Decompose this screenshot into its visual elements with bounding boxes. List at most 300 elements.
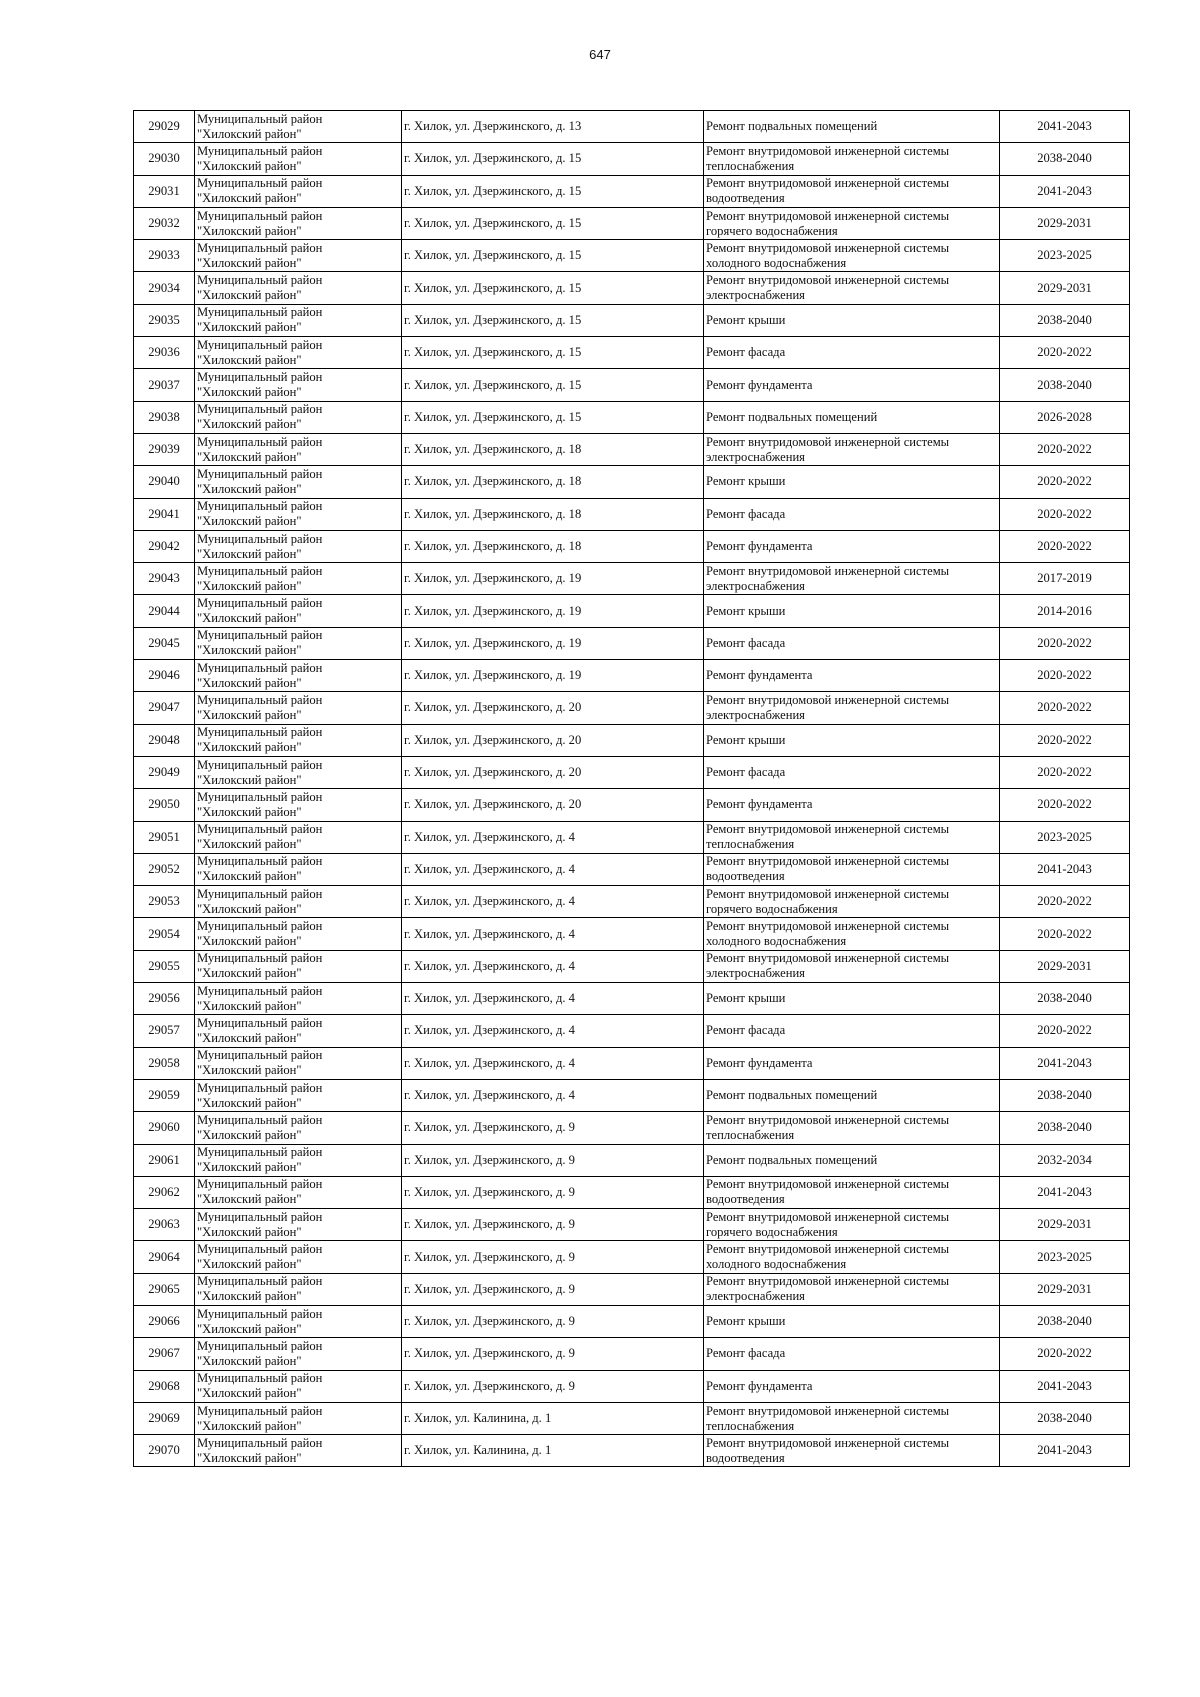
municipality-cell	[195, 724, 402, 756]
municipality-cell	[195, 853, 402, 885]
municipality-line: Муниципальный район	[197, 143, 323, 158]
municipality-cell	[195, 111, 402, 143]
municipality-line: Муниципальный район	[197, 757, 323, 772]
municipality-line: "Хилокский район"	[197, 546, 302, 561]
row-number: 29031	[134, 175, 195, 207]
work-type-cell: Ремонт внутридомовой инженерной системы теплоснабжения	[704, 1402, 1000, 1434]
address-cell: г. Хилок, ул. Дзержинского, д. 4	[402, 853, 704, 885]
period-cell: 2020-2022	[1000, 886, 1130, 918]
table-row	[134, 918, 1130, 950]
municipality-line: Муниципальный район	[197, 1274, 323, 1289]
row-number: 29029	[134, 111, 195, 143]
municipality-line: Муниципальный район	[197, 1145, 323, 1160]
period-cell: 2038-2040	[1000, 1402, 1130, 1434]
table-row	[134, 1402, 1130, 1434]
row-number: 29041	[134, 498, 195, 530]
municipality-line: Муниципальный район	[197, 563, 323, 578]
row-number: 29070	[134, 1435, 195, 1467]
table-row	[134, 1209, 1130, 1241]
address-cell: г. Хилок, ул. Дзержинского, д. 4	[402, 983, 704, 1015]
address-cell: г. Хилок, ул. Дзержинского, д. 15	[402, 272, 704, 304]
period-cell: 2020-2022	[1000, 660, 1130, 692]
row-number: 29051	[134, 821, 195, 853]
work-type-cell: Ремонт внутридомовой инженерной системы водоотведения	[704, 1176, 1000, 1208]
period-cell: 2020-2022	[1000, 498, 1130, 530]
table-row	[134, 1176, 1130, 1208]
municipality-cell	[195, 756, 402, 788]
address-cell: г. Хилок, ул. Дзержинского, д. 19	[402, 660, 704, 692]
table-row	[134, 240, 1130, 272]
municipality-cell	[195, 369, 402, 401]
municipality-cell	[195, 1112, 402, 1144]
period-cell: 2029-2031	[1000, 1273, 1130, 1305]
row-number: 29056	[134, 983, 195, 1015]
period-cell: 2041-2043	[1000, 175, 1130, 207]
work-type-cell: Ремонт внутридомовой инженерной системы водоотведения	[704, 853, 1000, 885]
municipality-line: "Хилокский район"	[197, 1418, 302, 1433]
table-row	[134, 304, 1130, 336]
period-cell: 2023-2025	[1000, 1241, 1130, 1273]
work-type-cell: Ремонт фундамента	[704, 530, 1000, 562]
table-row	[134, 692, 1130, 724]
work-type-cell: Ремонт внутридомовой инженерной системы электроснабжения	[704, 692, 1000, 724]
address-cell: г. Хилок, ул. Дзержинского, д. 13	[402, 111, 704, 143]
municipality-cell	[195, 1176, 402, 1208]
page-number: 647	[589, 47, 611, 62]
work-type-cell: Ремонт крыши	[704, 724, 1000, 756]
municipality-line: Муниципальный район	[197, 240, 323, 255]
work-type-cell: Ремонт фундамента	[704, 369, 1000, 401]
table-row	[134, 433, 1130, 465]
municipality-line: "Хилокский район"	[197, 126, 302, 141]
work-type-cell: Ремонт внутридомовой инженерной системы холодного водоснабжения	[704, 918, 1000, 950]
municipality-cell	[195, 530, 402, 562]
row-number: 29066	[134, 1305, 195, 1337]
table-row	[134, 821, 1130, 853]
row-number: 29053	[134, 886, 195, 918]
municipality-line: Муниципальный район	[197, 951, 323, 966]
period-cell: 2029-2031	[1000, 1209, 1130, 1241]
address-cell: г. Хилок, ул. Дзержинского, д. 4	[402, 1015, 704, 1047]
row-number: 29040	[134, 466, 195, 498]
work-type-cell: Ремонт внутридомовой инженерной системы холодного водоснабжения	[704, 1241, 1000, 1273]
municipality-line: Муниципальный район	[197, 1015, 323, 1030]
work-type-cell: Ремонт внутридомовой инженерной системы горячего водоснабжения	[704, 886, 1000, 918]
row-number: 29044	[134, 595, 195, 627]
work-type-cell: Ремонт внутридомовой инженерной системы теплоснабжения	[704, 1112, 1000, 1144]
municipality-cell	[195, 1402, 402, 1434]
municipality-line: "Хилокский район"	[197, 1289, 302, 1304]
municipality-line: "Хилокский район"	[197, 837, 302, 852]
municipality-line: Муниципальный район	[197, 1435, 323, 1450]
municipality-cell	[195, 1241, 402, 1273]
work-type-cell: Ремонт внутридомовой инженерной системы водоотведения	[704, 1435, 1000, 1467]
table-row	[134, 724, 1130, 756]
municipality-line: "Хилокский район"	[197, 1127, 302, 1142]
municipality-line: "Хилокский район"	[197, 934, 302, 949]
address-cell: г. Хилок, ул. Дзержинского, д. 15	[402, 401, 704, 433]
municipality-line: Муниципальный район	[197, 111, 323, 126]
address-cell: г. Хилок, ул. Дзержинского, д. 9	[402, 1176, 704, 1208]
row-number: 29061	[134, 1144, 195, 1176]
table-row	[134, 337, 1130, 369]
period-cell: 2014-2016	[1000, 595, 1130, 627]
municipality-line: "Хилокский район"	[197, 578, 302, 593]
municipality-line: "Хилокский район"	[197, 901, 302, 916]
municipality-line: Муниципальный район	[197, 1338, 323, 1353]
period-cell: 2023-2025	[1000, 240, 1130, 272]
table-row	[134, 595, 1130, 627]
municipality-line: Муниципальный район	[197, 1209, 323, 1224]
table-row	[134, 111, 1130, 143]
work-type-cell: Ремонт фасада	[704, 1338, 1000, 1370]
address-cell: г. Хилок, ул. Дзержинского, д. 19	[402, 627, 704, 659]
municipality-cell	[195, 272, 402, 304]
municipality-line: Муниципальный район	[197, 822, 323, 837]
work-type-cell: Ремонт внутридомовой инженерной системы водоотведения	[704, 175, 1000, 207]
table-body	[134, 111, 1130, 1467]
municipality-line: "Хилокский район"	[197, 288, 302, 303]
address-cell: г. Хилок, ул. Дзержинского, д. 4	[402, 918, 704, 950]
work-type-cell: Ремонт крыши	[704, 595, 1000, 627]
municipality-line: "Хилокский район"	[197, 675, 302, 690]
municipality-cell	[195, 983, 402, 1015]
municipality-line: "Хилокский район"	[197, 643, 302, 658]
table-row	[134, 756, 1130, 788]
address-cell: г. Хилок, ул. Дзержинского, д. 19	[402, 595, 704, 627]
municipality-line: "Хилокский район"	[197, 740, 302, 755]
address-cell: г. Хилок, ул. Дзержинского, д. 9	[402, 1273, 704, 1305]
municipality-line: Муниципальный район	[197, 1371, 323, 1386]
period-cell: 2023-2025	[1000, 821, 1130, 853]
period-cell: 2029-2031	[1000, 950, 1130, 982]
work-type-cell: Ремонт крыши	[704, 304, 1000, 336]
row-number: 29043	[134, 563, 195, 595]
period-cell: 2041-2043	[1000, 853, 1130, 885]
municipality-cell	[195, 1305, 402, 1337]
municipality-line: Муниципальный район	[197, 1048, 323, 1063]
municipality-cell	[195, 143, 402, 175]
row-number: 29050	[134, 789, 195, 821]
municipality-cell	[195, 1047, 402, 1079]
municipality-line: Муниципальный район	[197, 789, 323, 804]
table-row	[134, 401, 1130, 433]
address-cell: г. Хилок, ул. Дзержинского, д. 20	[402, 724, 704, 756]
row-number: 29034	[134, 272, 195, 304]
table-row	[134, 1144, 1130, 1176]
period-cell: 2020-2022	[1000, 918, 1130, 950]
municipality-cell	[195, 1370, 402, 1402]
municipality-line: "Хилокский район"	[197, 966, 302, 981]
address-cell: г. Хилок, ул. Дзержинского, д. 4	[402, 1079, 704, 1111]
address-cell: г. Хилок, ул. Дзержинского, д. 4	[402, 1047, 704, 1079]
municipality-cell	[195, 1435, 402, 1467]
period-cell: 2020-2022	[1000, 337, 1130, 369]
work-type-cell: Ремонт фундамента	[704, 660, 1000, 692]
municipality-cell	[195, 1209, 402, 1241]
municipality-cell	[195, 337, 402, 369]
address-cell: г. Хилок, ул. Дзержинского, д. 9	[402, 1209, 704, 1241]
table-row	[134, 660, 1130, 692]
municipality-line: "Хилокский район"	[197, 417, 302, 432]
row-number: 29037	[134, 369, 195, 401]
work-type-cell: Ремонт внутридомовой инженерной системы электроснабжения	[704, 1273, 1000, 1305]
work-type-cell: Ремонт фасада	[704, 1015, 1000, 1047]
table-row	[134, 1112, 1130, 1144]
municipality-cell	[195, 240, 402, 272]
municipality-line: "Хилокский район"	[197, 1321, 302, 1336]
address-cell: г. Хилок, ул. Дзержинского, д. 19	[402, 563, 704, 595]
work-type-cell: Ремонт подвальных помещений	[704, 1079, 1000, 1111]
municipality-cell	[195, 1079, 402, 1111]
municipality-cell	[195, 789, 402, 821]
municipality-line: "Хилокский район"	[197, 869, 302, 884]
table-row	[134, 1079, 1130, 1111]
table-row	[134, 983, 1130, 1015]
period-cell: 2017-2019	[1000, 563, 1130, 595]
municipality-cell	[195, 918, 402, 950]
municipality-line: "Хилокский район"	[197, 707, 302, 722]
table-row	[134, 950, 1130, 982]
table-row	[134, 789, 1130, 821]
period-cell: 2020-2022	[1000, 789, 1130, 821]
period-cell: 2020-2022	[1000, 433, 1130, 465]
table-row	[134, 1435, 1130, 1467]
municipality-cell	[195, 950, 402, 982]
work-type-cell: Ремонт внутридомовой инженерной системы электроснабжения	[704, 563, 1000, 595]
row-number: 29038	[134, 401, 195, 433]
work-type-cell: Ремонт фасада	[704, 627, 1000, 659]
municipality-line: "Хилокский район"	[197, 1095, 302, 1110]
period-cell: 2029-2031	[1000, 272, 1130, 304]
municipality-line: "Хилокский район"	[197, 804, 302, 819]
municipality-line: "Хилокский район"	[197, 1224, 302, 1239]
municipality-cell	[195, 207, 402, 239]
work-type-cell: Ремонт внутридомовой инженерной системы электроснабжения	[704, 950, 1000, 982]
municipality-line: "Хилокский район"	[197, 352, 302, 367]
address-cell: г. Хилок, ул. Дзержинского, д. 9	[402, 1305, 704, 1337]
row-number: 29052	[134, 853, 195, 885]
municipality-line: Муниципальный район	[197, 208, 323, 223]
municipality-line: Муниципальный район	[197, 305, 323, 320]
work-type-cell: Ремонт внутридомовой инженерной системы теплоснабжения	[704, 821, 1000, 853]
row-number: 29049	[134, 756, 195, 788]
municipality-line: Муниципальный район	[197, 596, 323, 611]
row-number: 29032	[134, 207, 195, 239]
municipality-line: "Хилокский район"	[197, 158, 302, 173]
municipality-line: Муниципальный район	[197, 531, 323, 546]
period-cell: 2038-2040	[1000, 143, 1130, 175]
address-cell: г. Хилок, ул. Дзержинского, д. 18	[402, 433, 704, 465]
address-cell: г. Хилок, ул. Дзержинского, д. 20	[402, 789, 704, 821]
address-cell: г. Хилок, ул. Калинина, д. 1	[402, 1435, 704, 1467]
municipality-cell	[195, 1144, 402, 1176]
table-row	[134, 1370, 1130, 1402]
repair-schedule-table	[133, 110, 1130, 1467]
address-cell: г. Хилок, ул. Калинина, д. 1	[402, 1402, 704, 1434]
work-type-cell: Ремонт внутридомовой инженерной системы холодного водоснабжения	[704, 240, 1000, 272]
municipality-cell	[195, 563, 402, 595]
address-cell: г. Хилок, ул. Дзержинского, д. 15	[402, 369, 704, 401]
row-number: 29067	[134, 1338, 195, 1370]
period-cell: 2020-2022	[1000, 724, 1130, 756]
row-number: 29047	[134, 692, 195, 724]
work-type-cell: Ремонт фасада	[704, 498, 1000, 530]
period-cell: 2020-2022	[1000, 1338, 1130, 1370]
municipality-line: Муниципальный район	[197, 725, 323, 740]
period-cell: 2026-2028	[1000, 401, 1130, 433]
municipality-line: "Хилокский район"	[197, 223, 302, 238]
municipality-cell	[195, 433, 402, 465]
municipality-line: "Хилокский район"	[197, 1063, 302, 1078]
row-number: 29033	[134, 240, 195, 272]
work-type-cell: Ремонт крыши	[704, 466, 1000, 498]
row-number: 29068	[134, 1370, 195, 1402]
work-type-cell: Ремонт крыши	[704, 1305, 1000, 1337]
address-cell: г. Хилок, ул. Дзержинского, д. 9	[402, 1370, 704, 1402]
table-row	[134, 853, 1130, 885]
municipality-line: Муниципальный район	[197, 1112, 323, 1127]
municipality-line: Муниципальный район	[197, 370, 323, 385]
municipality-line: Муниципальный район	[197, 983, 323, 998]
row-number: 29058	[134, 1047, 195, 1079]
municipality-cell	[195, 466, 402, 498]
table-row	[134, 143, 1130, 175]
municipality-line: Муниципальный район	[197, 628, 323, 643]
address-cell: г. Хилок, ул. Дзержинского, д. 18	[402, 530, 704, 562]
work-type-cell: Ремонт внутридомовой инженерной системы теплоснабжения	[704, 143, 1000, 175]
municipality-line: "Хилокский район"	[197, 449, 302, 464]
municipality-cell	[195, 401, 402, 433]
row-number: 29069	[134, 1402, 195, 1434]
period-cell: 2041-2043	[1000, 1047, 1130, 1079]
table-row	[134, 1305, 1130, 1337]
municipality-line: Муниципальный район	[197, 692, 323, 707]
period-cell: 2041-2043	[1000, 111, 1130, 143]
period-cell: 2020-2022	[1000, 530, 1130, 562]
address-cell: г. Хилок, ул. Дзержинского, д. 4	[402, 821, 704, 853]
municipality-line: "Хилокский район"	[197, 385, 302, 400]
address-cell: г. Хилок, ул. Дзержинского, д. 9	[402, 1241, 704, 1273]
row-number: 29046	[134, 660, 195, 692]
row-number: 29030	[134, 143, 195, 175]
municipality-line: Муниципальный район	[197, 434, 323, 449]
address-cell: г. Хилок, ул. Дзержинского, д. 15	[402, 143, 704, 175]
address-cell: г. Хилок, ул. Дзержинского, д. 15	[402, 207, 704, 239]
municipality-line: "Хилокский район"	[197, 481, 302, 496]
row-number: 29055	[134, 950, 195, 982]
period-cell: 2038-2040	[1000, 983, 1130, 1015]
period-cell: 2029-2031	[1000, 207, 1130, 239]
work-type-cell: Ремонт подвальных помещений	[704, 1144, 1000, 1176]
table-row	[134, 498, 1130, 530]
table-row	[134, 1273, 1130, 1305]
municipality-line: "Хилокский район"	[197, 1257, 302, 1272]
work-type-cell: Ремонт подвальных помещений	[704, 401, 1000, 433]
address-cell: г. Хилок, ул. Дзержинского, д. 9	[402, 1112, 704, 1144]
municipality-line: Муниципальный район	[197, 337, 323, 352]
work-type-cell: Ремонт фундамента	[704, 1370, 1000, 1402]
municipality-line: Муниципальный район	[197, 919, 323, 934]
period-cell: 2020-2022	[1000, 1015, 1130, 1047]
period-cell: 2038-2040	[1000, 1305, 1130, 1337]
municipality-cell	[195, 1338, 402, 1370]
row-number: 29039	[134, 433, 195, 465]
municipality-line: "Хилокский район"	[197, 191, 302, 206]
row-number: 29059	[134, 1079, 195, 1111]
municipality-line: Муниципальный район	[197, 1403, 323, 1418]
address-cell: г. Хилок, ул. Дзержинского, д. 20	[402, 692, 704, 724]
row-number: 29036	[134, 337, 195, 369]
work-type-cell: Ремонт фасада	[704, 337, 1000, 369]
address-cell: г. Хилок, ул. Дзержинского, д. 15	[402, 240, 704, 272]
address-cell: г. Хилок, ул. Дзержинского, д. 20	[402, 756, 704, 788]
municipality-line: "Хилокский район"	[197, 772, 302, 787]
municipality-cell	[195, 595, 402, 627]
table-row	[134, 886, 1130, 918]
municipality-cell	[195, 886, 402, 918]
work-type-cell: Ремонт фундамента	[704, 1047, 1000, 1079]
table-row	[134, 207, 1130, 239]
municipality-line: "Хилокский район"	[197, 1192, 302, 1207]
address-cell: г. Хилок, ул. Дзержинского, д. 4	[402, 950, 704, 982]
row-number: 29035	[134, 304, 195, 336]
table-row	[134, 530, 1130, 562]
municipality-line: Муниципальный район	[197, 1306, 323, 1321]
period-cell: 2038-2040	[1000, 1079, 1130, 1111]
table-row	[134, 175, 1130, 207]
table-row	[134, 272, 1130, 304]
address-cell: г. Хилок, ул. Дзержинского, д. 15	[402, 304, 704, 336]
municipality-cell	[195, 304, 402, 336]
period-cell: 2020-2022	[1000, 627, 1130, 659]
row-number: 29060	[134, 1112, 195, 1144]
municipality-line: "Хилокский район"	[197, 1353, 302, 1368]
work-type-cell: Ремонт внутридомовой инженерной системы горячего водоснабжения	[704, 1209, 1000, 1241]
table-row	[134, 627, 1130, 659]
municipality-line: Муниципальный район	[197, 466, 323, 481]
municipality-line: Муниципальный район	[197, 176, 323, 191]
municipality-line: "Хилокский район"	[197, 1450, 302, 1465]
municipality-cell	[195, 175, 402, 207]
period-cell: 2041-2043	[1000, 1435, 1130, 1467]
municipality-line: Муниципальный район	[197, 854, 323, 869]
work-type-cell: Ремонт подвальных помещений	[704, 111, 1000, 143]
municipality-line: Муниципальный район	[197, 499, 323, 514]
municipality-line: "Хилокский район"	[197, 320, 302, 335]
row-number: 29064	[134, 1241, 195, 1273]
row-number: 29062	[134, 1176, 195, 1208]
table-row	[134, 1338, 1130, 1370]
municipality-cell	[195, 627, 402, 659]
work-type-cell: Ремонт крыши	[704, 983, 1000, 1015]
municipality-line: Муниципальный район	[197, 1080, 323, 1095]
municipality-line: "Хилокский район"	[197, 998, 302, 1013]
address-cell: г. Хилок, ул. Дзержинского, д. 4	[402, 886, 704, 918]
work-type-cell: Ремонт внутридомовой инженерной системы электроснабжения	[704, 433, 1000, 465]
municipality-cell	[195, 1273, 402, 1305]
work-type-cell: Ремонт внутридомовой инженерной системы горячего водоснабжения	[704, 207, 1000, 239]
period-cell: 2020-2022	[1000, 692, 1130, 724]
work-type-cell: Ремонт внутридомовой инженерной системы электроснабжения	[704, 272, 1000, 304]
table-row	[134, 1241, 1130, 1273]
table-row	[134, 369, 1130, 401]
row-number: 29045	[134, 627, 195, 659]
period-cell: 2020-2022	[1000, 466, 1130, 498]
work-type-cell: Ремонт фундамента	[704, 789, 1000, 821]
period-cell: 2038-2040	[1000, 304, 1130, 336]
municipality-cell	[195, 498, 402, 530]
